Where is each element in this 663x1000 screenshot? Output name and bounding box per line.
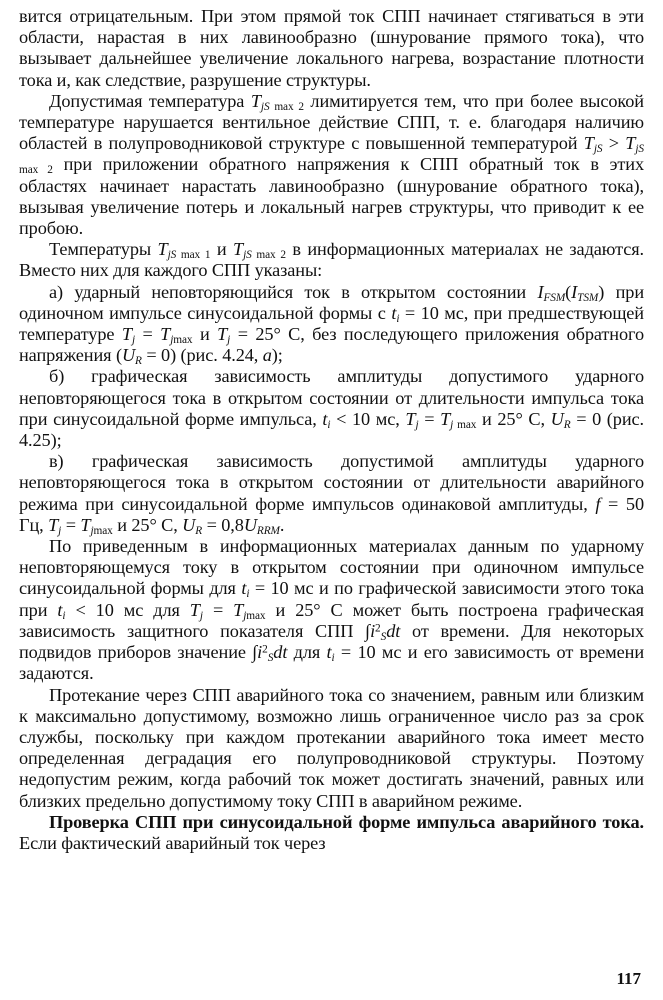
paragraph-4: а) ударный неповторяющийся ток в открытом состоянии $I_{FSM}(I_{TSM})$ при одиночном импульсе синусоидальной формы с $t_i = 10$ мс, при предшествующей температуре $T_j = T_{jmax}$ и $T_j = 25^\circ$ С, без последующего приложения обратного напряжения $(U_R = 0)$ (рис. 4.24, а); bbox=[19, 281, 644, 368]
page-number: 117 bbox=[616, 969, 641, 988]
paragraph-1: вится отрицательным. При этом прямой ток СПП начинает стягиваться в эти области, нарастая в них лавинообразно (шнурование прямого тока), что вызывает дальнейшее увеличение локального нагрева, возрастание плотности тока и, как следствие, разрушение структуры. bbox=[19, 6, 644, 90]
page-body bbox=[19, 6, 644, 854]
paragraph-5: б) графическая зависимость амплитуды допустимого ударного неповторяющегося тока в открытом состоянии от длительности импульса тока при синусоидальной форме импульса, $t_i < 10$ мс, $T_j = T_{j max}$ и 25° С, $U_R = 0$ (рис. 4.25); bbox=[19, 366, 644, 451]
paragraph-2: Допустимая температура $T_{jS max 2}$ лимитируется тем, что при более высокой температуре нарушается вентильное действие СПП, т. е. благодаря наличию областей в полупроводниковой структуре с повышенной температурой $T_{jS} > T_{jS max 2}$ при приложении обратного напряжения к СПП обратный ток в этих областях начинает нарастать лавинообразно (шнурование обратного тока), вызывая увеличение потерь и локальный нагрев структуры, что приводит к ее пробою. bbox=[19, 90, 644, 239]
paragraph-8: Протекание через СПП аварийного тока со значением, равным или близким к максимально допустимому, возможно лишь ограниченное число раз за срок службы, поскольку при каждом протекании аварийного тока имеет место определенная деградация его полупроводниковой структуры. Поэтому недопустим режим, когда рабочий ток может достигать значений, равных или близких предельно допустимому току СПП в аварийном режиме. bbox=[19, 684, 644, 811]
paragraph-3: Температуры $T_{jS max 1}$ и $T_{jS max 2}$ в информационных материалах не задаются. Вместо них для каждого СПП указаны: bbox=[19, 239, 645, 281]
paragraph-9: Проверка СПП при синусоидальной форме импульса аварийного тока. Если фактический аварийный ток через bbox=[19, 811, 644, 853]
paragraph-7: По приведенным в информационных материалах данным по ударному неповторяющемуся току в открытом состоянии при одиночном импульсе синусоидальной формы для $t_i = 10$ мс и по графической зависимости этого тока при $t_i < 10$ мс для $T_j = T_{jmax}$ и 25° С может быть построена графическая зависимость защитного показателя СПП $\int i^2_Sdt$ от времени. Для некоторых подвидов приборов значение $\int i^2_Sdt$ для $t_i = 10$ мс и его зависимость от времени задаются. bbox=[19, 536, 644, 684]
paragraph-6: в) графическая зависимость допустимой амплитуды ударного неповторяющегося тока в открытом состоянии от длительности аварийного режима при синусоидальной форме импульсов одинаковой амплитуды, f = 50 Гц, $T_j = T_{jmax}$ и 25° С, $U_R = 0,8U_{RRM}$. bbox=[19, 451, 644, 538]
